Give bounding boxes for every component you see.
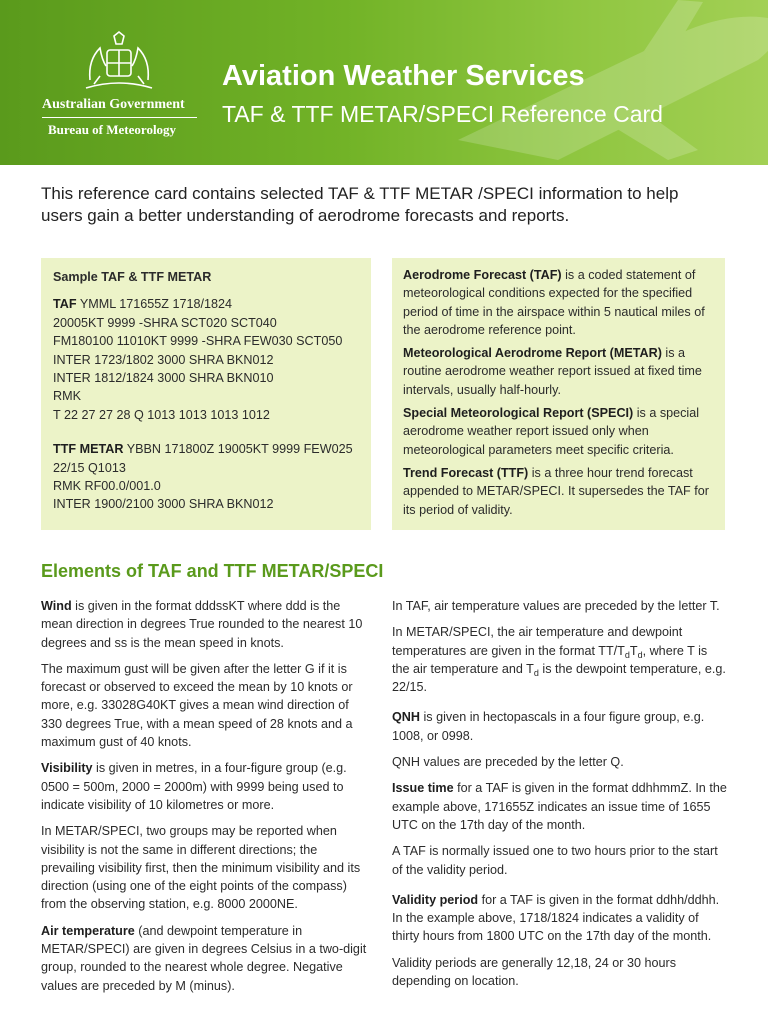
sample-line: FM180100 11010KT 9999 -SHRA FEW030 SCT050	[53, 334, 343, 349]
section-heading: Elements of TAF and TTF METAR/SPECI	[41, 561, 384, 581]
visibility-paragraph: Visibility is given in metres, in a four-figure group (e.g. 0500 = 500m, 2000 = 2000m) with 9999 being used to indicate visibility of 10 kilometres or more.	[41, 761, 347, 812]
definition-metar: Meteorological Aerodrome Report (METAR) is a routine aerodrome weather report issued at fixed time intervals, usually half-hourly.	[403, 346, 702, 397]
taf-temperature-paragraph: In TAF, air temperature values are preceded by the letter T.	[392, 599, 720, 613]
left-column	[41, 597, 372, 1003]
visibility-metar-paragraph: In METAR/SPECI, two groups may be reported when visibility is not the same in different directions; the prevailing visibility first, then the minimum visibility and its direction (using one of the eight points of the compass) from the observing station, e.g. 8000 2000NE.	[41, 824, 361, 912]
definition-taf: Aerodrome Forecast (TAF) is a coded statement of meteorological conditions expected for the specified period of time in the airspace within 5 nautical miles of the aerodrome reference point.	[403, 268, 705, 337]
sample-line: INTER 1812/1824 3000 SHRA BKN010	[53, 371, 274, 386]
gust-paragraph: The maximum gust will be given after the letter G if it is forecast or observed to exceed the mean by 10 knots or more, e.g. 33028G40KT gives a mean wind direction of 330 degrees True, with a mean speed of 28 knots and a maximum gust of 40 knots.	[41, 661, 353, 750]
definitions-box	[392, 258, 725, 530]
sample-line: RMK	[53, 389, 81, 404]
government-name: Australian Government	[42, 97, 185, 112]
sample-line: T 22 27 27 28 Q 1013 1013 1013 1012	[53, 407, 270, 422]
wind-paragraph: Wind is given in the format dddssKT where ddd is the mean direction in degrees True rounded to the nearest 10 degrees and ss is the mean speed in knots.	[41, 599, 363, 650]
page-subtitle: TAF & TTF METAR/SPECI Reference Card	[222, 101, 663, 127]
bureau-name: Bureau of Meteorology	[48, 122, 177, 137]
issue-time-note: A TAF is normally issued one to two hours prior to the start of the validity period.	[392, 844, 718, 877]
qnh-note: QNH values are preceded by the letter Q.	[392, 755, 624, 770]
ttf-label: TTF METAR	[53, 442, 124, 457]
qnh-paragraph: QNH is given in hectopascals in a four figure group, e.g. 1008, or 0998.	[392, 710, 705, 743]
header-banner	[0, 0, 768, 165]
definition-speci: Special Meteorological Report (SPECI) is a special aerodrome weather report issued only when meteorological parameters meet specific criteria.	[403, 406, 700, 457]
sample-box	[41, 258, 371, 530]
metar-temperature-paragraph: In METAR/SPECI, the air temperature and dewpoint temperatures are given in the format $TT/T_dT_d$, where T is the air temperature and $T_d$ is the dewpoint temperature, e.g. 22/15.	[392, 625, 726, 695]
issue-time-paragraph: Issue time for a TAF is given in the format ddhhmmZ. In the example above, 171655Z indicates an issue time of 1655 UTC on the 17th day of the month.	[392, 781, 727, 832]
validity-period-note: Validity periods are generally 12,18, 24 or 30 hours depending on location.	[392, 955, 676, 989]
coat-of-arms-icon	[80, 30, 158, 96]
taf-label: TAF	[53, 297, 77, 312]
sample-line: TAF YMML 171655Z 1718/1824	[53, 297, 232, 312]
sample-line: TTF METAR YBBN 171800Z 19005KT 9999 FEW025	[53, 442, 353, 457]
sample-line: INTER 1723/1802 3000 SHRA BKN012	[53, 352, 274, 367]
air-temperature-paragraph: Air temperature (and dewpoint temperature in METAR/SPECI) are given in degrees Celsius in a two-digit group, rounded to the nearest whole degree. Negative values are preceded by M (minus).	[41, 923, 367, 993]
definition-ttf: Trend Forecast (TTF) is a three hour trend forecast appended to METAR/SPECI. It supersedes the TAF for its period of validity.	[403, 465, 709, 517]
sample-line: INTER 1900/2100 3000 SHRA BKN012	[53, 497, 274, 512]
sample-line: 20005KT 9999 -SHRA SCT020 SCT040	[53, 315, 277, 330]
page-title: Aviation Weather Services	[222, 60, 585, 92]
divider	[42, 117, 197, 118]
right-column	[392, 597, 728, 998]
sample-line: 22/15 Q1013	[53, 460, 126, 475]
sample-title: Sample TAF & TTF METAR	[53, 270, 212, 284]
sample-line: RMK RF00.0/001.0	[53, 479, 161, 494]
validity-period-paragraph: Validity period for a TAF is given in the format ddhh/ddhh. In the example above, 1718/1824 indicates a validity of thirty hours from 1800 UTC on the 17th day of the month.	[392, 892, 720, 944]
intro-text: This reference card contains selected TAF & TTF METAR /SPECI information to help users gain a better understanding of aerodrome forecasts and reports.	[41, 184, 679, 225]
